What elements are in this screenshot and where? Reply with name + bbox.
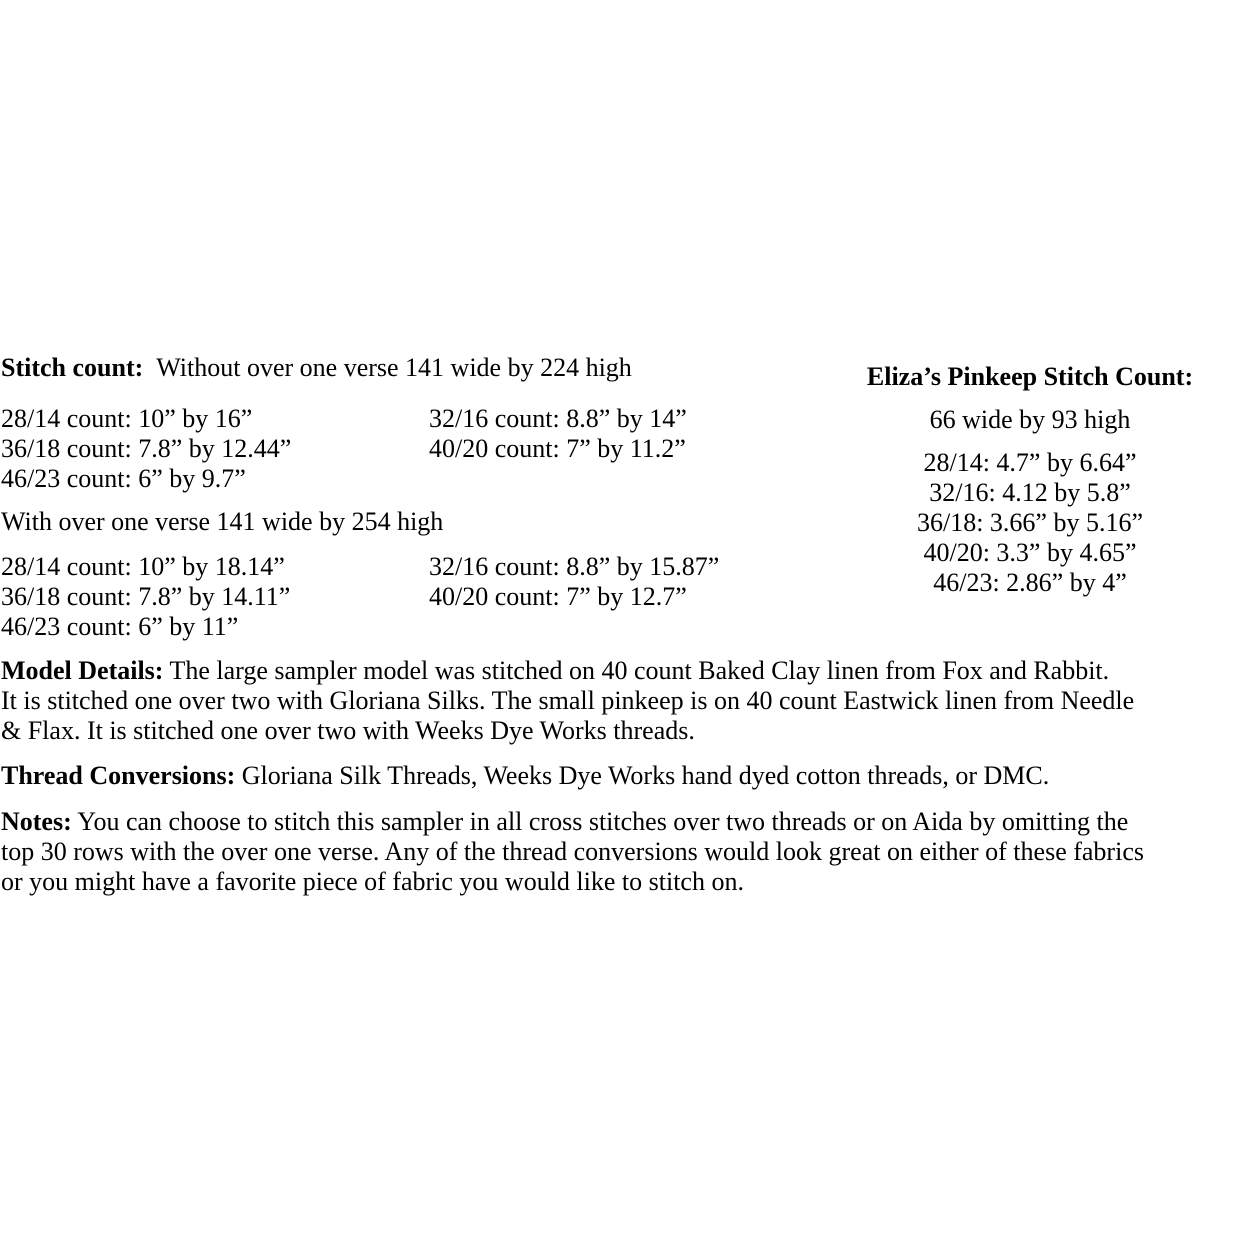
size-without-36-18: 36/18 count: 7.8” by 12.44” [1,434,292,463]
pinkeep-size-32-16: 32/16: 4.12 by 5.8” [929,478,1131,507]
stitch-count-line [1,353,632,383]
model-details-line-1: The large sampler model was stitched on 40 count Baked Clay linen from Fox and Rabbit. [163,656,1110,685]
size-with-32-16: 32/16 count: 8.8” by 15.87” [429,552,720,581]
with-verse-intro: With over one verse 141 wide by 254 high [1,507,444,536]
pinkeep-dimensions: 66 wide by 93 high [929,405,1131,434]
size-with-28-14: 28/14 count: 10” by 18.14” [1,552,285,581]
notes-line-2: top 30 rows with the over one verse. Any of the thread conversions would look great on either of these fabrics [1,837,1144,866]
thread-conversions-text: Gloriana Silk Threads, Weeks Dye Works hand dyed cotton threads, or DMC. [235,761,1050,790]
size-without-40-20: 40/20 count: 7” by 11.2” [429,434,686,463]
thread-conversions [1,761,1253,791]
model-details-line-2: It is stitched one over two with Gloriana Silks. The small pinkeep is on 40 count Eastwick linen from Needle [1,686,1135,715]
stitch-count-intro: Without over one verse 141 wide by 224 high [156,353,632,382]
size-with-46-23: 46/23 count: 6” by 11” [1,612,239,641]
pinkeep-size-36-18: 36/18: 3.66” by 5.16” [916,508,1144,537]
pinkeep-size-40-20: 40/20: 3.3” by 4.65” [923,538,1137,567]
size-with-36-18: 36/18 count: 7.8” by 14.11” [1,582,291,611]
model-details-line-3: & Flax. It is stitched one over two with Weeks Dye Works threads. [1,716,695,745]
thread-conversions-label: Thread Conversions: [1,761,236,790]
size-with-40-20: 40/20 count: 7” by 12.7” [429,582,687,611]
size-without-28-14: 28/14 count: 10” by 16” [1,404,253,433]
pinkeep-size-46-23: 46/23: 2.86” by 4” [933,568,1127,597]
model-details [1,656,1253,746]
notes-line-1: You can choose to stitch this sampler in all cross stitches over two threads or on Aida by omitting the [71,807,1129,836]
stitch-count-heading: Stitch count: [1,353,144,382]
pinkeep-heading: Eliza’s Pinkeep Stitch Count: [866,362,1194,391]
model-details-label: Model Details: [1,656,164,685]
notes-label: Notes: [1,807,72,836]
size-without-46-23: 46/23 count: 6” by 9.7” [1,464,246,493]
pinkeep-size-28-14: 28/14: 4.7” by 6.64” [923,448,1137,477]
pinkeep-block [830,362,1230,598]
notes-line-3: or you might have a favorite piece of fabric you would like to stitch on. [1,867,744,896]
size-without-32-16: 32/16 count: 8.8” by 14” [429,404,687,433]
notes [1,807,1253,897]
